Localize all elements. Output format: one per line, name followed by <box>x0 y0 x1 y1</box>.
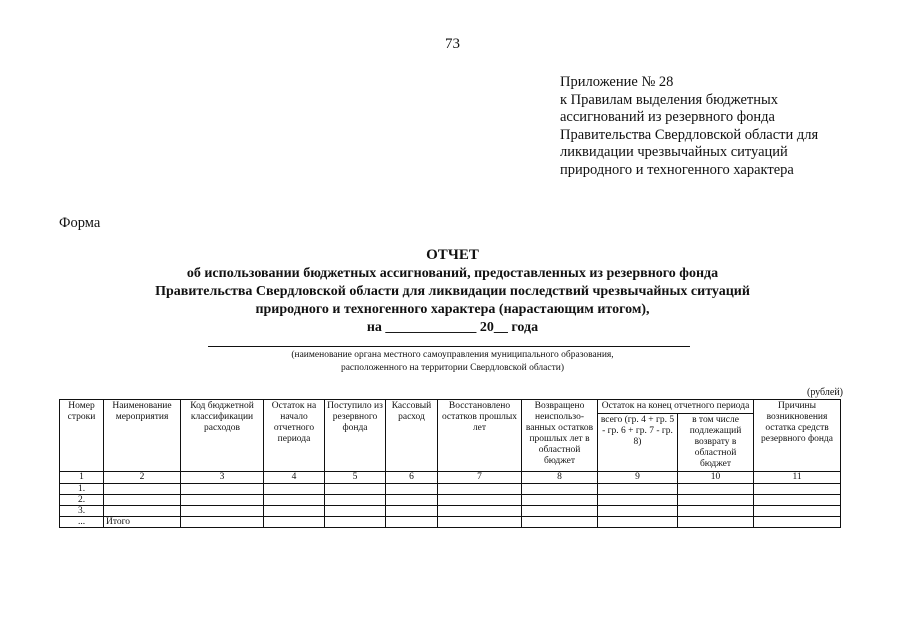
table-cell <box>386 517 438 528</box>
table-cell <box>522 517 598 528</box>
header-cell: Остаток на начало отчетного периода <box>264 400 325 472</box>
table-cell <box>264 495 325 506</box>
row-name <box>104 495 181 506</box>
appendix-line: ассигнований из резервного фонда <box>560 109 775 125</box>
table-cell <box>181 506 264 517</box>
subtitle-line: на _____________ 20__ года <box>366 320 539 335</box>
table-cell <box>522 484 598 495</box>
row-number: ... <box>60 517 104 528</box>
table-cell <box>264 484 325 495</box>
table-row <box>60 495 841 506</box>
column-number: 2 <box>104 472 181 484</box>
column-number: 5 <box>325 472 386 484</box>
table-cell <box>678 517 754 528</box>
subtitle-line: Правительства Свердловской области для ликвидации последствий чрезвычайных ситуаций <box>155 284 750 299</box>
header-cell: Наименование мероприятия <box>104 400 181 472</box>
row-name <box>104 484 181 495</box>
org-caption <box>0 349 905 375</box>
appendix-line: ликвидации чрезвычайных ситуаций <box>560 144 788 160</box>
header-cell: Причины возникновения остатка средств резервного фонда <box>754 400 841 472</box>
header-cell: Код бюджетной классификации расходов <box>181 400 264 472</box>
header-row <box>60 400 841 414</box>
header-cell: Восстановлено остатков прошлых лет <box>438 400 522 472</box>
report-subtitle <box>0 265 905 337</box>
report-table <box>59 399 841 528</box>
header-cell: Возвращено неиспользо-ванных остатков прошлых лет в областной бюджет <box>522 400 598 472</box>
header-cell: в том числе подлежащий возврату в областной бюджет <box>678 414 754 472</box>
table-cell <box>438 517 522 528</box>
table-cell <box>522 506 598 517</box>
table-cell <box>325 495 386 506</box>
table-cell <box>181 495 264 506</box>
table-cell <box>754 495 841 506</box>
org-caption-line: (наименование органа местного самоуправления муниципального образования, <box>291 350 614 360</box>
appendix-line: Правительства Свердловской области для <box>560 126 819 143</box>
appendix-block <box>560 74 818 179</box>
table-cell <box>325 517 386 528</box>
subtitle-line: об использовании бюджетных ассигнований, предоставленных из резервного фонда <box>186 266 719 281</box>
header-cell: Номер строки <box>60 400 104 472</box>
header-cell: Кассовый расход <box>386 400 438 472</box>
column-number-row <box>60 472 841 484</box>
table-cell <box>325 506 386 517</box>
table-cell <box>386 495 438 506</box>
page-number: 73 <box>445 36 460 52</box>
header-cell: всего (гр. 4 + гр. 5 - гр. 6 + гр. 7 - гр. 8) <box>598 414 678 472</box>
row-name: Итого <box>104 517 181 528</box>
table-row <box>60 517 841 528</box>
table-cell <box>181 484 264 495</box>
table-cell <box>522 495 598 506</box>
table-cell <box>598 506 678 517</box>
org-name-line <box>208 346 690 347</box>
table-cell <box>438 506 522 517</box>
table-cell <box>264 506 325 517</box>
table-cell <box>754 517 841 528</box>
column-number: 7 <box>438 472 522 484</box>
table-cell <box>754 506 841 517</box>
header-group-cell: Остаток на конец отчетного периода <box>598 400 754 414</box>
row-name <box>104 506 181 517</box>
table-cell <box>181 517 264 528</box>
row-number: 1. <box>60 484 104 495</box>
table-cell <box>678 484 754 495</box>
row-number: 2. <box>60 495 104 506</box>
table-cell <box>264 517 325 528</box>
table-cell <box>438 495 522 506</box>
table-cell <box>386 484 438 495</box>
table-cell <box>678 506 754 517</box>
appendix-line: Приложение № 28 <box>560 74 674 90</box>
column-number: 8 <box>522 472 598 484</box>
table-cell <box>598 517 678 528</box>
column-number: 11 <box>754 472 841 484</box>
subtitle-line: природного и техногенного характера (нарастающим итогом), <box>255 302 650 317</box>
column-number: 9 <box>598 472 678 484</box>
appendix-line: к Правилам выделения бюджетных <box>560 91 778 108</box>
table-cell <box>386 506 438 517</box>
table-cell <box>438 484 522 495</box>
column-number: 3 <box>181 472 264 484</box>
appendix-line: природного и техногенного характера <box>560 161 794 178</box>
table-row <box>60 484 841 495</box>
header-cell: Поступило из резервного фонда <box>325 400 386 472</box>
table-cell <box>325 484 386 495</box>
org-caption-line: расположенного на территории Свердловской области) <box>340 363 565 373</box>
table-cell <box>598 484 678 495</box>
form-label: Форма <box>59 215 101 231</box>
table-cell <box>598 495 678 506</box>
column-number: 4 <box>264 472 325 484</box>
table-cell <box>678 495 754 506</box>
table-cell <box>754 484 841 495</box>
column-number: 6 <box>386 472 438 484</box>
units-label: (рублей) <box>806 387 843 398</box>
table-row <box>60 506 841 517</box>
column-number: 10 <box>678 472 754 484</box>
report-title: ОТЧЕТ <box>426 247 479 263</box>
row-number: 3. <box>60 506 104 517</box>
column-number: 1 <box>60 472 104 484</box>
